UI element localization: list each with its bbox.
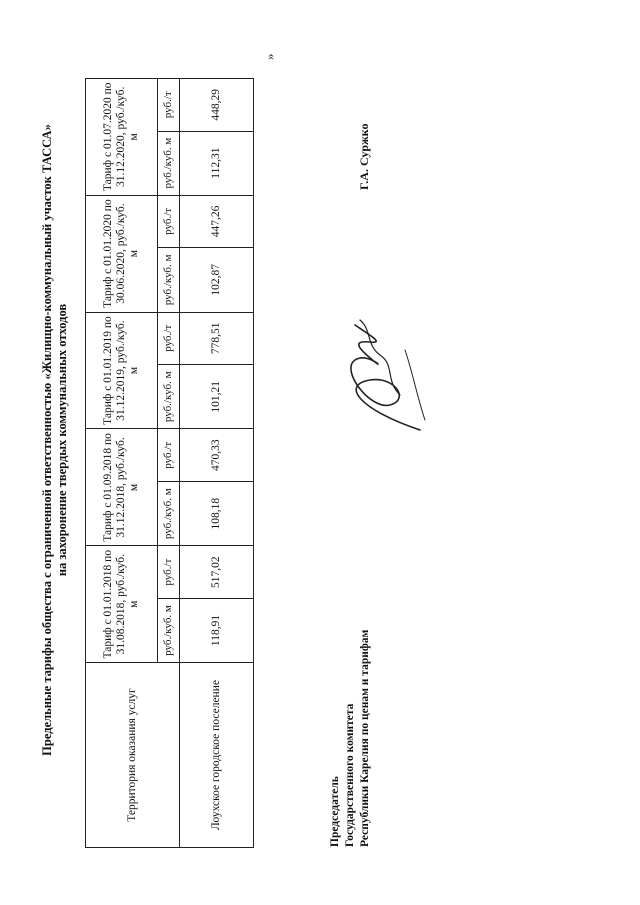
- unit-header-t: руб./т: [158, 195, 180, 248]
- value-cell: 517,02: [180, 546, 254, 599]
- handwritten-signature: [300, 310, 440, 440]
- value-cell: 102,87: [180, 248, 254, 312]
- tariff-table: [85, 78, 254, 848]
- value-cell: 470,33: [180, 429, 254, 482]
- signer-name: Г.А. Суржко: [357, 123, 371, 190]
- unit-header-t: руб./т: [158, 312, 180, 365]
- territory-header: Территория оказания услуг: [86, 663, 180, 848]
- period-header: Тариф с 01.07.2020 по 31.12.2020, руб./куб. м: [86, 79, 158, 196]
- unit-header-t: руб./т: [158, 546, 180, 599]
- title-line-1: Предельные тарифы общества с ограниченной ответственностью «Жилищно-коммунальный участок ТАССА»: [40, 124, 54, 756]
- value-cell: 778,51: [180, 312, 254, 365]
- signatory-position: [328, 630, 373, 847]
- chair-line-1: Председатель: [329, 776, 341, 847]
- table-header-row: [86, 79, 158, 848]
- value-cell: 101,21: [180, 365, 254, 429]
- period-header: Тариф с 01.09.2018 по 31.12.2018, руб./куб. м: [86, 429, 158, 546]
- unit-header-m3: руб./куб. м: [158, 365, 180, 429]
- chair-line-3: Республики Карелия по ценам и тарифам: [359, 629, 371, 847]
- table-row: [180, 79, 254, 848]
- value-cell: 448,29: [180, 79, 254, 132]
- unit-header-m3: руб./куб. м: [158, 248, 180, 312]
- unit-header-t: руб./т: [158, 79, 180, 132]
- document-title: [40, 60, 70, 820]
- chair-line-2: Государственного комитета: [344, 703, 356, 847]
- period-header: Тариф с 01.01.2018 по 31.08.2018, руб./куб. м: [86, 546, 158, 663]
- value-cell: 447,26: [180, 195, 254, 248]
- unit-header-m3: руб./куб. м: [158, 131, 180, 195]
- value-cell: 108,18: [180, 482, 254, 546]
- value-cell: 118,91: [180, 598, 254, 662]
- value-cell: 112,31: [180, 131, 254, 195]
- period-header: Тариф с 01.01.2020 по 30.06.2020, руб./куб. м: [86, 195, 158, 312]
- period-header: Тариф с 01.01.2019 по 31.12.2019, руб./куб. м: [86, 312, 158, 429]
- territory-cell: Лоухское городское поселение: [180, 663, 254, 848]
- unit-header-m3: руб./куб. м: [158, 598, 180, 662]
- unit-header-m3: руб./куб. м: [158, 482, 180, 546]
- unit-header-t: руб./т: [158, 429, 180, 482]
- corner-mark: »: [262, 53, 277, 60]
- title-line-2: на захоронение твердых коммунальных отходов: [55, 303, 69, 577]
